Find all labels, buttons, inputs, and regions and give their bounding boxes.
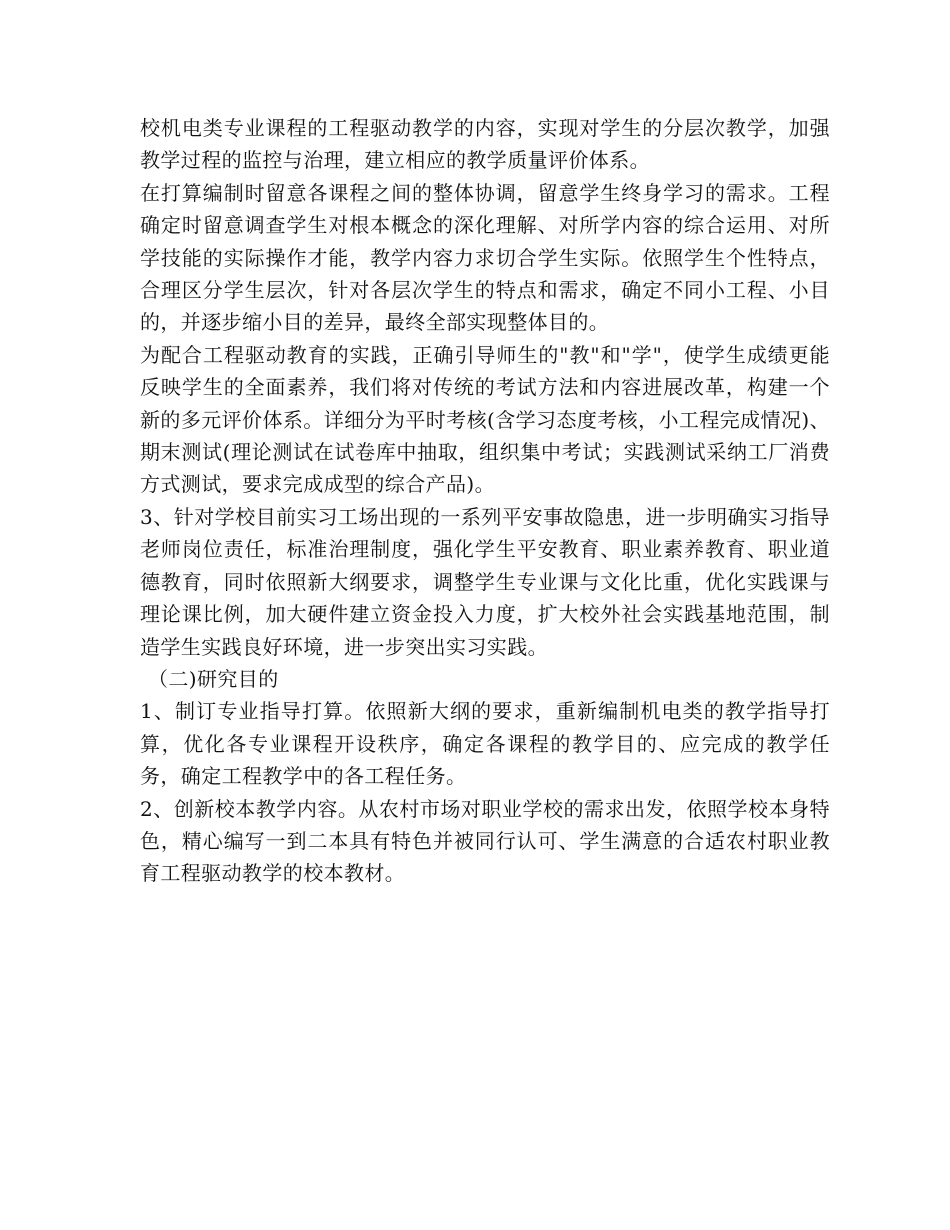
- paragraph-goal-guidance-plan: 1、制订专业指导打算。依照新大纲的要求，重新编制机电类的教学指导打算，优化各专业课程开设秩序，确定各课程的教学目的、应完成的教学任务，确定工程教学中的各工程任务。: [140, 699, 830, 789]
- paragraph-goal-school-textbook: 2、创新校本教学内容。从农村市场对职业学校的需求出发，依照学校本身特色，精心编写一到二本具有特色并被同行认可、学生满意的合适农村职业教育工程驱动教学的校本教材。: [140, 796, 830, 886]
- paragraph-safety-management: 3、针对学校目前实习工场出现的一系列平安事故隐患，进一步明确实习指导老师岗位责任，标准治理制度，强化学生平安教育、职业素养教育、职业道德教育，同时依照新大纲要求，调整学生专业课与文化比重，优化实践课与理论课比例，加大硬件建立资金投入力度，扩大校外社会实践基地范围，制造学生实践良好环境，进一步突出实习实践。: [140, 504, 830, 659]
- paragraph-curriculum-content: 校机电类专业课程的工程驱动教学的内容，实现对学生的分层次教学，加强教学过程的监控与治理，建立相应的教学质量评价体系。: [140, 116, 830, 173]
- section-heading-research-goals: （二)研究目的: [148, 666, 279, 691]
- paragraph-plan-design: 在打算编制时留意各课程之间的整体协调，留意学生终身学习的需求。工程确定时留意调查学生对根本概念的深化理解、对所学内容的综合运用、对所学技能的实际操作才能，教学内容力求切合学生实际。依照学生个性特点，合理区分学生层次，针对各层次学生的特点和需求，确定不同小工程、小目的，并逐步缩小目的差异，最终全部实现整体目的。: [140, 180, 830, 335]
- document-body: [140, 112, 830, 890]
- paragraph-evaluation-system: 为配合工程驱动教育的实践，正确引导师生的"教"和"学"，使学生成绩更能反映学生的全面素养，我们将对传统的考试方法和内容进展改革，构建一个新的多元评价体系。详细分为平时考核(含学习态度考核，小工程完成情况)、期末测试(理论测试在试卷库中抽取，组织集中考试；实践测试采纳工厂消费方式测试，要求完成成型的综合产品)。: [140, 342, 830, 497]
